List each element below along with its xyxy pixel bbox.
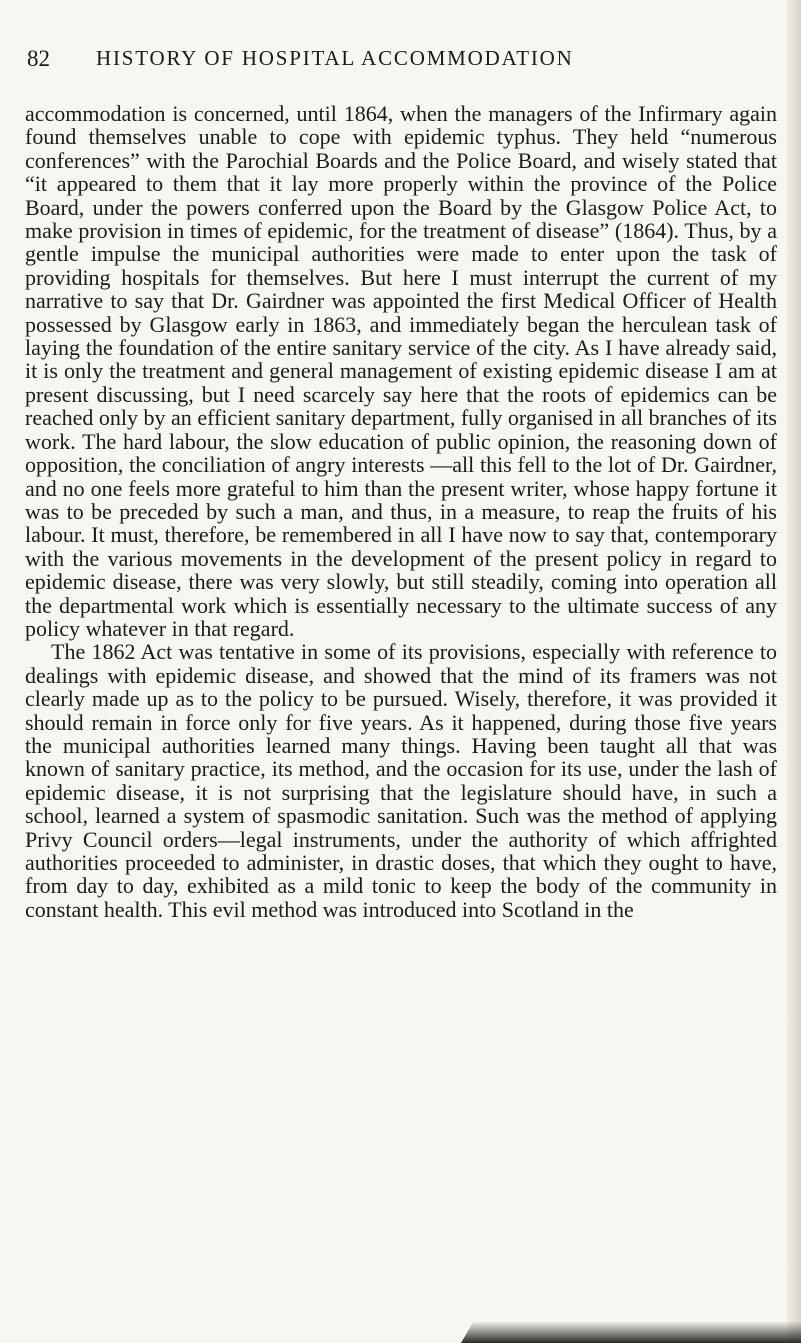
paragraph-2: The 1862 Act was tentative in some of its provisions, especially with reference to dealings with epidemic disease, and showed that the mind of its framers was not clearly made up as to the policy to be pursued. Wisely, therefore, it was provided it should remain in force only for five years. As it happened, during those five years the municipal authorities learned many things. Having been taught all that was known of sanitary practice, its method, and the occasion for its use, under the lash of epidemic disease, it is not surprising that the legislature should have, in such a school, learned a system of spasmodic sanitation. Such was the method of applying Privy Council orders—legal instruments, under the authority of which affrighted authorities proceeded to administer, in drastic doses, that which they ought to have, from day to day, exhibited as a mild tonic to keep the body of the community in constant health. This evil method was introduced into Scotland in the: [25, 639, 777, 922]
running-head: HISTORY OF HOSPITAL ACCOMMODATION: [96, 46, 574, 70]
page-corner-shadow: [461, 1321, 801, 1343]
page-number: 82: [27, 46, 50, 71]
page-header: [0, 40, 801, 90]
paragraph-1: accommodation is concerned, until 1864, when the managers of the Infirmary again found themselves unable to cope with epidemic typhus. They held “numerous conferences” with the Parochial Boards and the Police Board, and wisely stated that “it appeared to them that it lay more properly within the province of the Police Board, under the powers conferred upon the Board by the Glasgow Police Act, to make provision in times of epidemic, for the treatment of disease” (1864). Thus, by a gentle impulse the municipal authorities were made to enter upon the task of providing hospitals for themselves. But here I must interrupt the current of my narrative to say that Dr. Gairdner was appointed the first Medical Officer of Health possessed by Glasgow early in 1863, and immediately began the herculean task of laying the foundation of the entire sanitary service of the city. As I have already said, it is only the treatment and general management of existing epidemic disease I am at present discussing, but I need scarcely say here that the roots of epidemics can be reached only by an efficient sanitary department, fully organised in all branches of its work. The hard labour, the slow education of public opinion, the reasoning down of opposition, the conciliation of angry interests —all this fell to the lot of Dr. Gairdner, and no one feels more grateful to him than the present writer, whose happy fortune it was to be preceded by such a man, and thus, in a measure, to reap the fruits of his labour. It must, therefore, be remembered in all I have now to say that, contemporary with the various movements in the development of the present policy in regard to epidemic disease, there was very slowly, but still steadily, coming into operation all the departmental work which is essentially necessary to the ultimate success of any policy whatever in that regard.: [25, 101, 777, 641]
body-text: [25, 102, 777, 921]
page-edge-shadow: [787, 0, 801, 1343]
